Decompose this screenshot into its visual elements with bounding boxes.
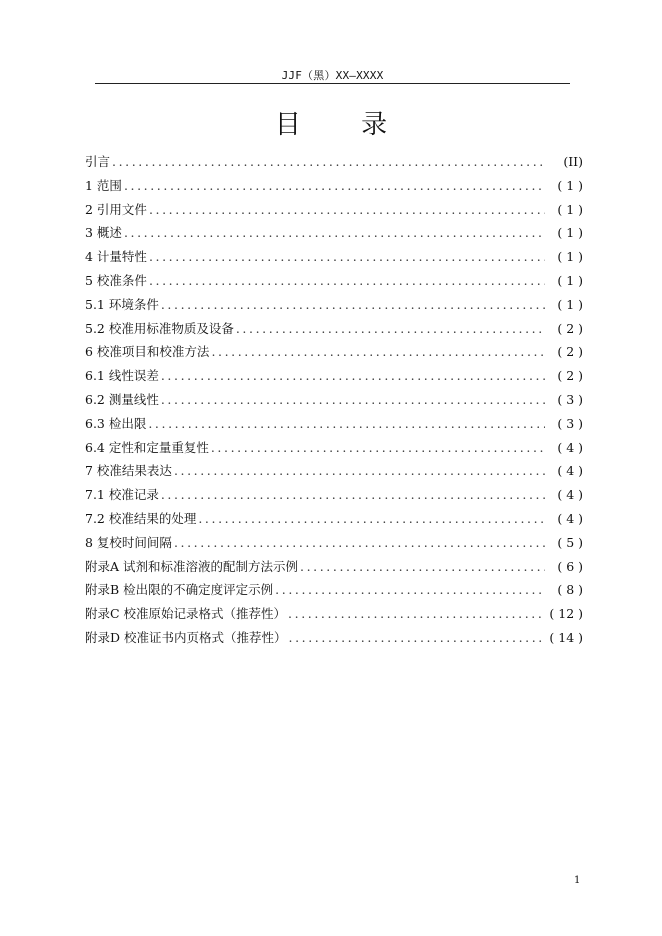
document-code-header: JJF（黑）XX—XXXX bbox=[281, 69, 384, 82]
toc-entry[interactable] bbox=[85, 626, 583, 650]
toc-entry[interactable] bbox=[85, 507, 583, 531]
header-divider bbox=[95, 83, 570, 84]
toc-entry-page: ( 1 ) bbox=[557, 201, 583, 217]
toc-entry-page: ( 1 ) bbox=[557, 225, 583, 241]
toc-entry-page: ( 1 ) bbox=[557, 249, 583, 265]
toc-dot-leader bbox=[288, 602, 543, 626]
toc-dot-leader bbox=[300, 555, 545, 579]
toc-entry-page: ( 14 ) bbox=[549, 629, 583, 645]
toc-entry[interactable] bbox=[85, 174, 583, 198]
toc-dot-leader bbox=[275, 578, 545, 602]
toc-entry[interactable] bbox=[85, 602, 583, 626]
toc-dot-leader bbox=[112, 150, 545, 174]
toc-entry-label: 6.2 测量线性 bbox=[85, 391, 159, 407]
toc-entry[interactable] bbox=[85, 198, 583, 222]
toc-entry[interactable] bbox=[85, 459, 583, 483]
toc-entry-label: 5.1 环境条件 bbox=[85, 296, 159, 312]
toc-entry-label: 6.3 检出限 bbox=[85, 415, 147, 431]
toc-entry-label: 7.1 校准记录 bbox=[85, 487, 159, 503]
page-title: 目 录 bbox=[274, 110, 414, 140]
toc-entry-page: ( 5 ) bbox=[557, 534, 583, 550]
toc-entry-label: 4 计量特性 bbox=[85, 249, 147, 265]
toc-dot-leader bbox=[149, 245, 545, 269]
toc-entry-label: 5.2 校准用标准物质及设备 bbox=[85, 320, 234, 336]
toc-entry-page: ( 12 ) bbox=[549, 606, 583, 622]
toc-entry-page: ( 1 ) bbox=[557, 296, 583, 312]
toc-entry-label: 1 范围 bbox=[85, 177, 122, 193]
toc-dot-leader bbox=[161, 388, 545, 412]
toc-entry-label: 6.4 定性和定量重复性 bbox=[85, 439, 209, 455]
toc-entry-page: ( 4 ) bbox=[557, 463, 583, 479]
toc-entry[interactable] bbox=[85, 340, 583, 364]
toc-entry[interactable] bbox=[85, 412, 583, 436]
toc-entry-page: ( 8 ) bbox=[557, 582, 583, 598]
toc-entry-label: 附录D 校准证书内页格式（推荐性） bbox=[85, 629, 287, 645]
toc-dot-leader bbox=[211, 340, 545, 364]
toc-entry-label: 7 校准结果表达 bbox=[85, 463, 172, 479]
toc-dot-leader bbox=[149, 198, 545, 222]
toc-entry-page: ( 6 ) bbox=[557, 558, 583, 574]
toc-entry[interactable] bbox=[85, 269, 583, 293]
toc-entry[interactable] bbox=[85, 483, 583, 507]
toc-dot-leader bbox=[161, 293, 545, 317]
toc-entry-label: 5 校准条件 bbox=[85, 272, 147, 288]
toc-entry-label: 7.2 校准结果的处理 bbox=[85, 510, 197, 526]
toc-entry-label: 引言 bbox=[85, 154, 111, 169]
toc-dot-leader bbox=[148, 412, 545, 436]
toc-entry-page: ( 4 ) bbox=[557, 487, 583, 503]
toc-dot-leader bbox=[161, 364, 545, 388]
toc-dot-leader bbox=[161, 483, 545, 507]
toc-entry-page: ( 2 ) bbox=[557, 344, 583, 360]
toc-entry-label: 附录B 检出限的不确定度评定示例 bbox=[85, 582, 274, 598]
toc-entry[interactable] bbox=[85, 364, 583, 388]
toc-entry[interactable] bbox=[85, 531, 583, 555]
toc-entry-page: ( 1 ) bbox=[557, 177, 583, 193]
toc-entry-label: 附录C 校准原始记录格式（推荐性） bbox=[85, 606, 287, 622]
toc-entry-label: 6 校准项目和校准方法 bbox=[85, 344, 210, 360]
toc-dot-leader bbox=[289, 626, 544, 650]
toc-entry[interactable] bbox=[85, 578, 583, 602]
toc-entry[interactable] bbox=[85, 293, 583, 317]
toc-entry-page: ( 2 ) bbox=[557, 368, 583, 384]
toc-entry-page: (II) bbox=[563, 154, 583, 169]
toc-entry-label: 6.1 线性误差 bbox=[85, 368, 159, 384]
toc-entry[interactable] bbox=[85, 317, 583, 341]
toc-dot-leader bbox=[124, 221, 545, 245]
toc-entry[interactable] bbox=[85, 436, 583, 460]
toc-dot-leader bbox=[174, 531, 545, 555]
toc-entry-page: ( 3 ) bbox=[557, 391, 583, 407]
toc-entry[interactable] bbox=[85, 150, 583, 174]
toc-entry[interactable] bbox=[85, 555, 583, 579]
toc-entry-label: 附录A 试剂和标准溶液的配制方法示例 bbox=[85, 558, 299, 574]
table-of-contents bbox=[85, 150, 583, 650]
toc-entry-page: ( 2 ) bbox=[557, 320, 583, 336]
toc-entry-page: ( 4 ) bbox=[557, 439, 583, 455]
toc-entry-page: ( 4 ) bbox=[557, 510, 583, 526]
toc-entry-label: 2 引用文件 bbox=[85, 201, 147, 217]
toc-entry-label: 8 复校时间间隔 bbox=[85, 534, 172, 550]
toc-dot-leader bbox=[124, 174, 545, 198]
toc-entry[interactable] bbox=[85, 245, 583, 269]
toc-entry-label: 3 概述 bbox=[85, 225, 122, 241]
toc-entry[interactable] bbox=[85, 388, 583, 412]
toc-dot-leader bbox=[174, 459, 545, 483]
toc-dot-leader bbox=[211, 436, 545, 460]
toc-dot-leader bbox=[198, 507, 545, 531]
toc-dot-leader bbox=[236, 317, 545, 341]
toc-dot-leader bbox=[149, 269, 545, 293]
page-number: 1 bbox=[574, 875, 581, 886]
toc-entry[interactable] bbox=[85, 221, 583, 245]
toc-entry-page: ( 3 ) bbox=[557, 415, 583, 431]
toc-entry-page: ( 1 ) bbox=[557, 272, 583, 288]
